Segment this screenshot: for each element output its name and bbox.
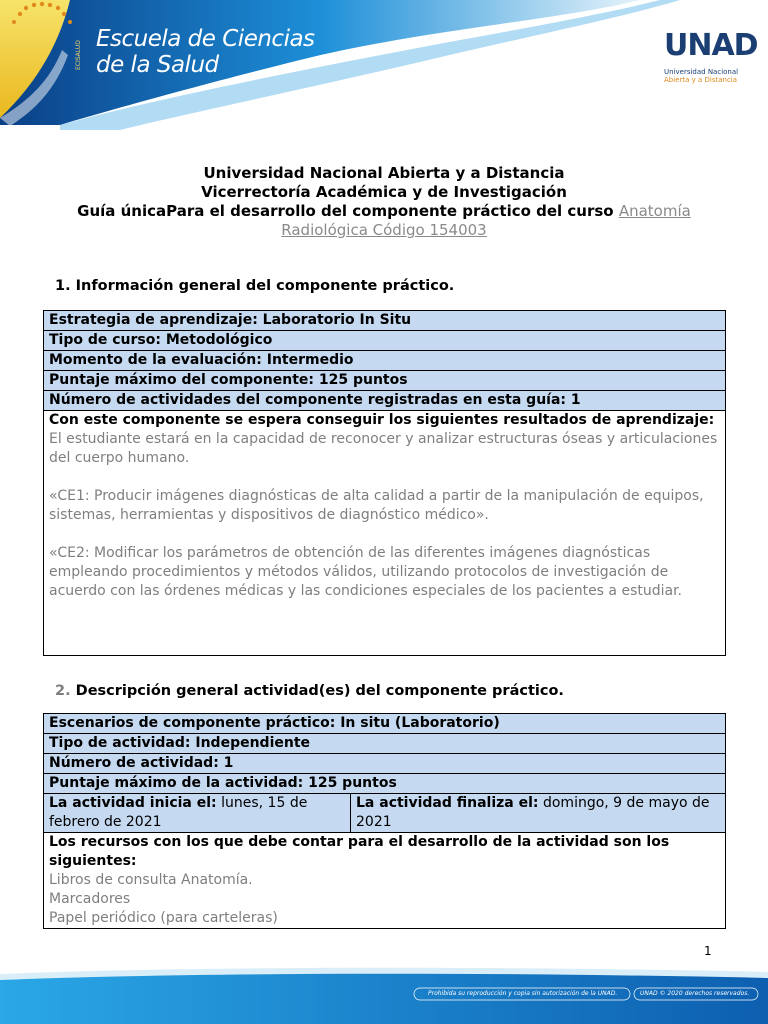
activity-row-scenario: Escenarios de componente práctico: In situ (Laboratorio) bbox=[44, 714, 726, 734]
resources-heading: Los recursos con los que debe contar para el desarrollo de la actividad son los siguientes: bbox=[49, 834, 670, 869]
activity-end-date: domingo, 9 de mayo de 2021 bbox=[356, 795, 710, 830]
page-number: 1 bbox=[704, 944, 712, 958]
title-line1: Universidad Nacional Abierta y a Distancia bbox=[203, 164, 565, 182]
learning-results-cell bbox=[44, 411, 726, 656]
section2-heading bbox=[55, 683, 564, 699]
footer-rights: UNAD © 2020 derechos reservados. bbox=[640, 990, 750, 997]
activity-start-label: La actividad inicia el: bbox=[49, 795, 217, 811]
school-name-line2: de la Salud bbox=[96, 52, 219, 78]
header-banner bbox=[0, 0, 768, 130]
learning-result-paragraph: El estudiante estará en la capacidad de reconocer y analizar estructuras óseas y articulaciones del cuerpo humano. bbox=[49, 431, 718, 466]
school-name-line1: Escuela de Ciencias bbox=[96, 26, 315, 52]
resource-item: Marcadores bbox=[49, 891, 131, 907]
section2-heading-text: Descripción general actividad(es) del componente práctico. bbox=[75, 683, 564, 699]
info-row-activity-count: Número de actividades del componente registradas en esta guía: 1 bbox=[44, 391, 726, 411]
activity-row-max-score: Puntaje máximo de la actividad: 125 puntos bbox=[44, 774, 726, 794]
activity-end-cell bbox=[351, 794, 726, 833]
resource-item: Papel periódico (para carteleras) bbox=[49, 910, 278, 926]
info-row-strategy: Estrategia de aprendizaje: Laboratorio In Situ bbox=[44, 311, 726, 331]
info-row-course-type: Tipo de curso: Metodológico bbox=[44, 331, 726, 351]
learning-result-ce1: «CE1: Producir imágenes diagnósticas de alta calidad a partir de la manipulación de equipos, sistemas, herramientas y dispositivos de diagnóstico médico». bbox=[49, 488, 704, 523]
activity-end-label: La actividad finaliza el: bbox=[356, 795, 539, 811]
footer-copyright-notice: Prohibida su reproducción y copia sin autorización de la UNAD. bbox=[428, 990, 618, 997]
course-link[interactable]: Anatomía bbox=[618, 202, 691, 220]
unad-sub-line1: Universidad Nacional bbox=[664, 68, 739, 76]
learning-result-ce2: «CE2: Modificar los parámetros de obtención de las diferentes imágenes diagnósticas empleando procedimientos y métodos válidos, utilizando protocolos de investigación de acuerdo con las órdenes médicas y las condiciones especiales de los pacientes a estudiar. bbox=[49, 545, 683, 599]
section2-table bbox=[43, 713, 726, 929]
course-link-continued[interactable]: Radiológica Código 154003 bbox=[281, 221, 487, 239]
resource-item: Libros de consulta Anatomía. bbox=[49, 872, 253, 888]
section1-table bbox=[43, 310, 726, 656]
unad-sub-line2: Abierta y a Distancia bbox=[664, 76, 738, 84]
section1-heading: 1. Información general del componente práctico. bbox=[55, 278, 455, 294]
activity-start-cell bbox=[44, 794, 351, 833]
info-row-evaluation: Momento de la evaluación: Intermedio bbox=[44, 351, 726, 371]
activity-row-number: Número de actividad: 1 bbox=[44, 754, 726, 774]
resources-cell bbox=[44, 833, 726, 929]
title-line3-text: Guía únicaPara el desarrollo del componente práctico del curso bbox=[77, 202, 619, 220]
unad-logo-dots bbox=[0, 0, 96, 80]
activity-start-date: lunes, 15 de febrero de 2021 bbox=[49, 795, 308, 830]
unad-logo-subtitle bbox=[664, 68, 764, 84]
section2-number: 2. bbox=[55, 683, 71, 699]
title-line2: Vicerrectoría Académica y de Investigación bbox=[201, 183, 567, 201]
footer-banner bbox=[0, 966, 768, 1024]
school-tag: ECISALUD bbox=[75, 40, 82, 70]
activity-row-type: Tipo de actividad: Independiente bbox=[44, 734, 726, 754]
document-title bbox=[40, 164, 728, 240]
school-name bbox=[96, 26, 315, 78]
info-row-max-score: Puntaje máximo del componente: 125 puntos bbox=[44, 371, 726, 391]
title-line3 bbox=[40, 202, 728, 221]
unad-logo: UNAD bbox=[664, 28, 758, 63]
learning-results-heading: Con este componente se espera conseguir los siguientes resultados de aprendizaje: bbox=[49, 412, 715, 428]
